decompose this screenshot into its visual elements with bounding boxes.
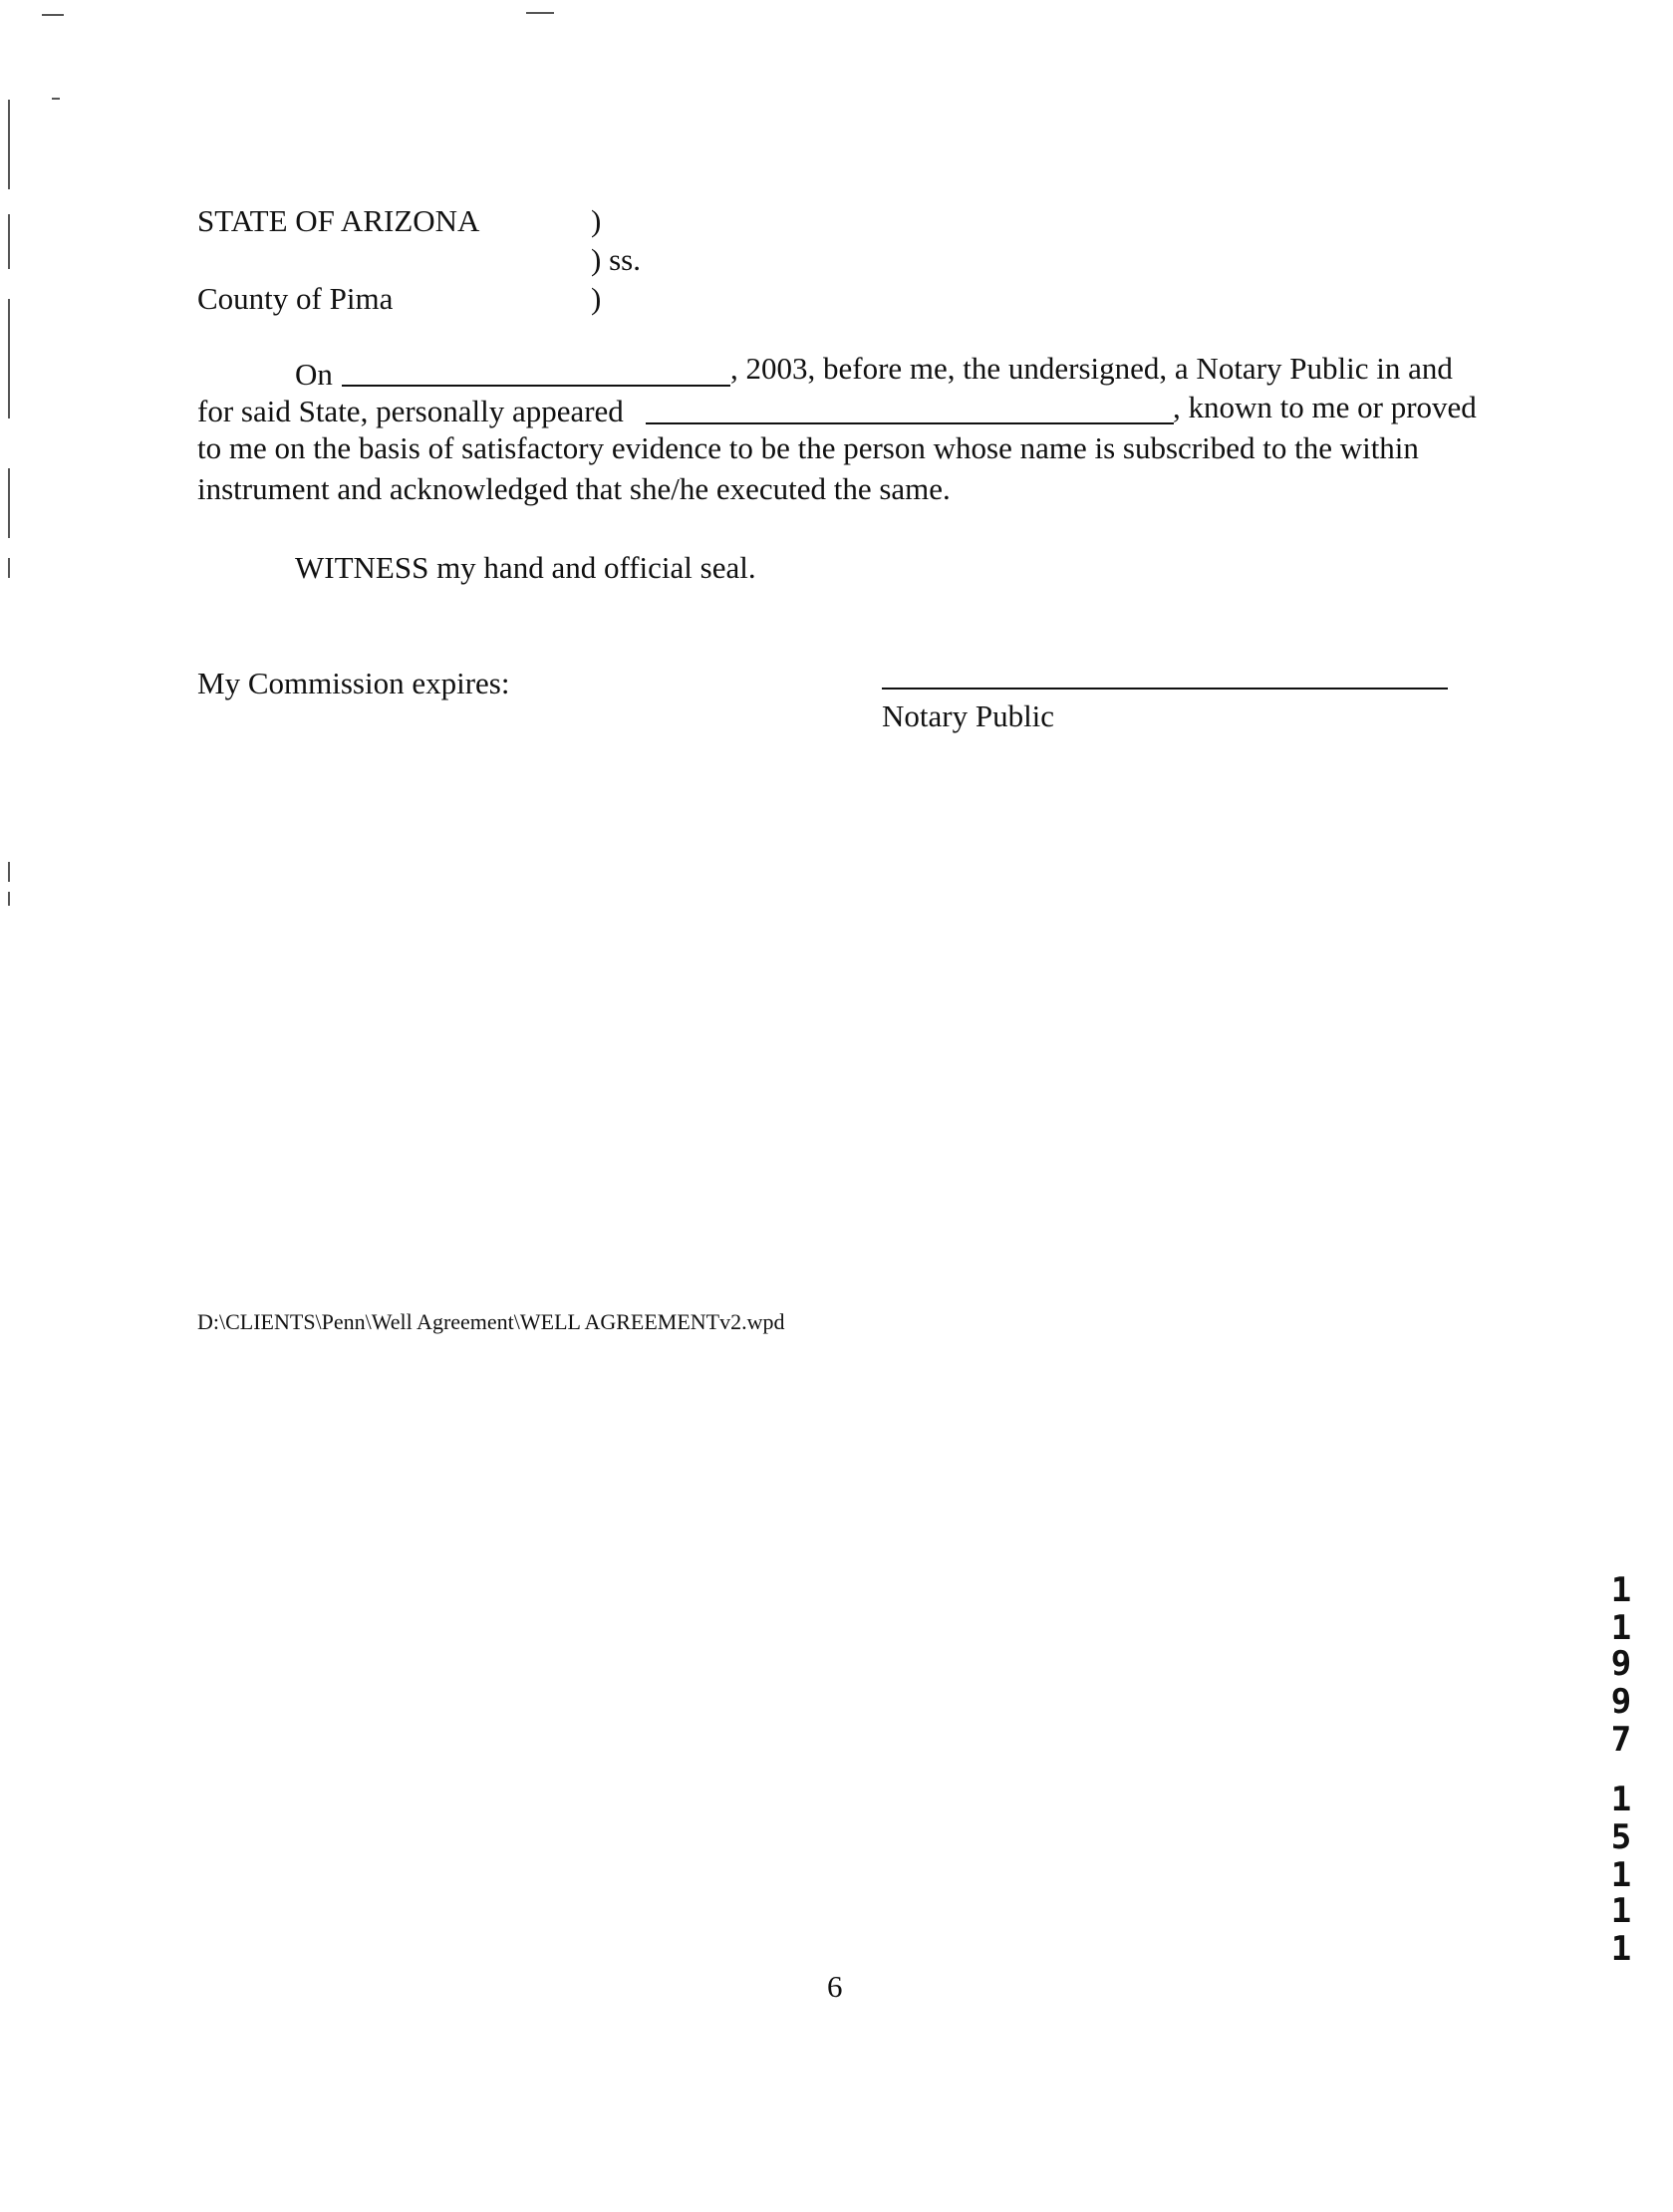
scan-mark-top-center [526, 12, 554, 14]
ack-line2-prefix: for said State, personally appeared [197, 394, 624, 428]
stamp-digit: 1 [1610, 1608, 1632, 1648]
stamp-digit: 1 [1610, 1780, 1632, 1819]
scan-mark-left-edge-5 [8, 558, 10, 578]
ack-line4: instrument and acknowledged that she/he executed the same. [197, 471, 951, 506]
date-blank-line [342, 385, 730, 387]
stamp-digit: 1 [1610, 1570, 1632, 1610]
venue-paren-bottom: ) [591, 281, 602, 316]
stamp-digit: 5 [1610, 1817, 1632, 1857]
ack-on-word: On [295, 357, 333, 392]
venue-county: County of Pima [197, 281, 394, 316]
notary-signature-line [882, 688, 1448, 690]
witness-statement: WITNESS my hand and official seal. [295, 550, 756, 585]
venue-state: STATE OF ARIZONA [197, 203, 480, 238]
venue-paren-top: ) [591, 203, 602, 238]
stamp-digit: 7 [1610, 1720, 1632, 1760]
scan-mark-dash [52, 98, 60, 100]
scan-mark-left-edge-6 [8, 862, 10, 882]
page-number: 6 [827, 1969, 843, 2004]
scan-mark-left-edge-1 [8, 100, 10, 189]
ack-line3: to me on the basis of satisfactory evidence to be the person whose name is subscribed to the within [197, 430, 1419, 465]
stamp-digit: 9 [1610, 1682, 1632, 1722]
notary-public-label: Notary Public [882, 698, 1055, 733]
venue-paren-ss: ) ss. [591, 242, 641, 277]
stamp-digit: 1 [1610, 1929, 1632, 1969]
ack-year-text: , 2003, before me, the undersigned, a Notary Public in and [730, 351, 1453, 386]
stamp-digit: 1 [1610, 1855, 1632, 1895]
stamp-digit: 1 [1610, 1891, 1632, 1931]
scan-mark-left-edge-7 [8, 892, 10, 906]
scan-mark-top-left [42, 14, 64, 16]
document-file-path: D:\CLIENTS\Penn\Well Agreement\WELL AGREEMENTv2.wpd [197, 1309, 785, 1334]
scan-mark-left-edge-2 [8, 214, 10, 269]
ack-line2-suffix: , known to me or proved [1173, 390, 1477, 424]
appeared-blank-line [646, 422, 1174, 424]
scan-mark-left-edge-4 [8, 468, 10, 538]
stamp-digit: 9 [1610, 1644, 1632, 1684]
scan-mark-left-edge-3 [8, 299, 10, 418]
commission-expires-label: My Commission expires: [197, 666, 510, 700]
